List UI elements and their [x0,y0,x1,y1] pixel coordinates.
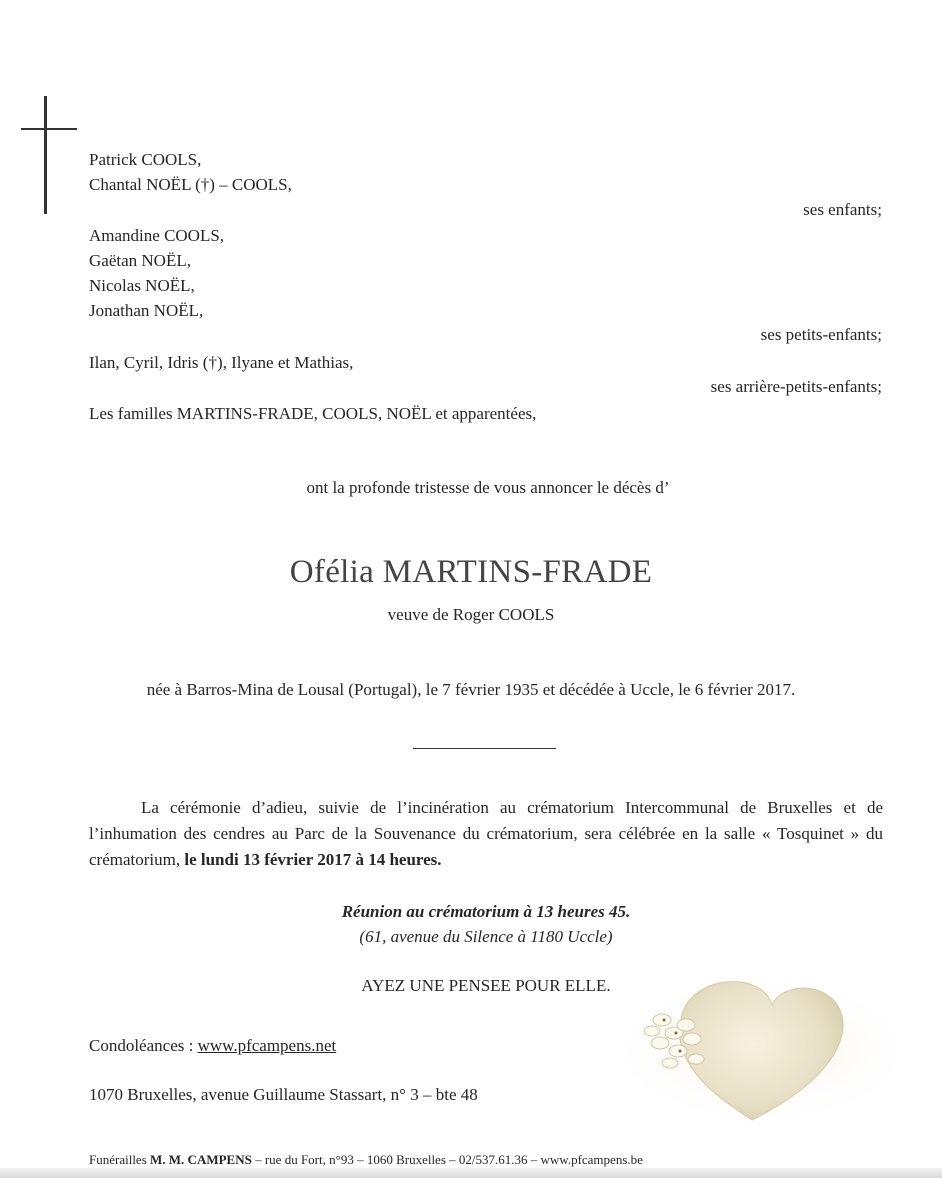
condolences [89,1036,336,1056]
meeting-address: (61, avenue du Silence à 1180 Uccle) [359,927,613,946]
footer-prefix: Funérailles [89,1152,151,1167]
grandchild-2: Gaëtan NOËL, [89,251,191,270]
ceremony-text: La cérémonie d’adieu, suivie de l’incinération au crématorium Intercommunal de Bruxelles et de l’inhumation des cendres au Parc de la Souvenance du crématorium, sera célébrée en la salle « Tosquinet » du crématorium, [89,798,883,869]
cross-icon-vertical [44,96,47,214]
ceremony-paragraph [89,795,883,873]
child-1: Patrick COOLS, [89,150,202,169]
grandchild-1: Amandine COOLS, [89,226,225,245]
widow-of: veuve de Roger COOLS [387,605,555,624]
children-label: ses enfants; [803,200,882,219]
child-2: Chantal NOËL (†) – COOLS, [89,175,292,194]
condolences-label: Condoléances : [89,1036,198,1055]
birth-death: née à Barros-Mina de Lousal (Portugal), le 7 février 1935 et décédée à Uccle, le 6 février 2017. [146,680,796,699]
divider [413,748,556,749]
address-line: 1070 Bruxelles, avenue Guillaume Stassart, n° 3 – bte 48 [89,1085,478,1104]
thought-line: AYEZ UNE PENSEE POUR ELLE. [361,976,611,995]
condolences-link[interactable]: www.pfcampens.net [197,1036,337,1055]
grandchildren-label: ses petits-enfants; [760,325,882,344]
footer [89,1152,643,1168]
grandchild-4: Jonathan NOËL, [89,301,204,320]
cross-icon-horizontal [21,128,77,130]
families-line: Les familles MARTINS-FRADE, COOLS, NOËL et apparentées, [89,404,537,423]
grandchild-3: Nicolas NOËL, [89,276,195,295]
footer-details: – rue du Fort, n°93 – 1060 Bruxelles – 02/537.61.36 – www.pfcampens.be [251,1152,643,1167]
ceremony-date: le lundi 13 février 2017 à 14 heures. [184,850,442,869]
meeting-line: Réunion au crématorium à 13 heures 45. [341,902,631,921]
shell-flower-image [612,955,932,1125]
footer-company: M. M. CAMPENS [150,1152,252,1167]
great-grandchildren: Ilan, Cyril, Idris (†), Ilyane et Mathias, [89,353,354,372]
great-grandchildren-label: ses arrière-petits-enfants; [710,377,882,396]
deceased-name: Ofélia MARTINS-FRADE [289,554,653,590]
announcement: ont la profonde tristesse de vous annoncer le décès d’ [306,478,670,497]
scan-edge-shadow [0,1168,942,1178]
